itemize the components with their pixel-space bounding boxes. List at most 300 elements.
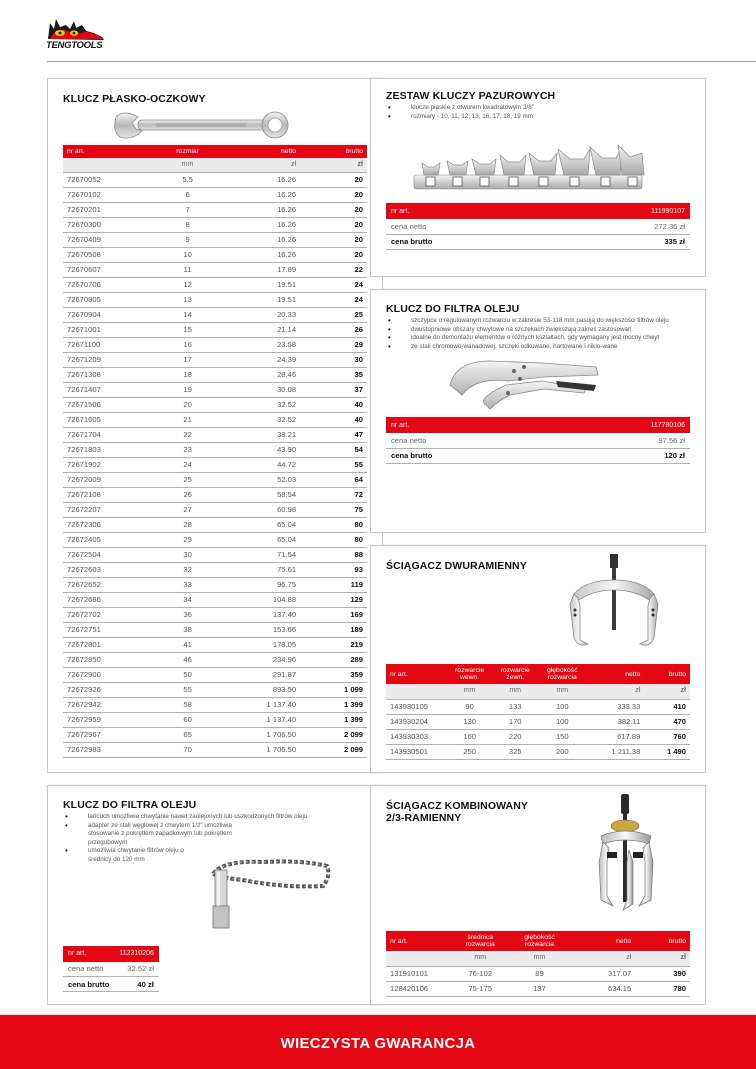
table-cell: 16.26 — [221, 218, 300, 233]
column-header: netto — [568, 931, 635, 951]
table-cell: 41 — [154, 638, 221, 653]
gross-price: 335 zł — [550, 234, 690, 249]
table-cell: 12 — [154, 278, 221, 293]
gross-price-cell: 24 — [300, 293, 367, 308]
table-row — [63, 203, 367, 218]
price-box — [386, 203, 690, 250]
product-title: KLUCZ PŁASKO-OCZKOWY — [63, 93, 206, 105]
price-box — [386, 417, 690, 464]
article-number-cell: 72670052 — [63, 173, 154, 188]
table-row — [386, 966, 690, 981]
table-row — [386, 981, 690, 996]
gross-price-cell: 54 — [300, 443, 367, 458]
table-row — [63, 233, 367, 248]
table-cell: 317.07 — [568, 966, 635, 981]
two-arm-puller-image — [566, 552, 662, 652]
feature-item: • klucze płaskie z otworem kwadratowym 3/8" — [386, 104, 690, 113]
article-number-cell: 72671001 — [63, 323, 154, 338]
article-number-cell: 72671308 — [63, 368, 154, 383]
table-row — [63, 668, 367, 683]
tengtools-logo — [46, 15, 106, 51]
table-cell: 30.08 — [221, 383, 300, 398]
gross-price-cell: 47 — [300, 428, 367, 443]
table-cell: 22 — [154, 428, 221, 443]
chain-oil-filter-wrench-image — [203, 848, 333, 932]
art-label: nr art. — [63, 946, 114, 962]
table-cell: 382.11 — [587, 714, 645, 729]
table-cell: 76-102 — [450, 966, 511, 981]
table-cell: 1 706.50 — [221, 743, 300, 758]
three-arm-puller-icon — [593, 792, 657, 916]
gross-price-cell: 129 — [300, 593, 367, 608]
article-number-cell: 72670706 — [63, 278, 154, 293]
table-cell: 1 137.40 — [221, 698, 300, 713]
unit-cell: zł — [300, 158, 367, 173]
crowfoot-wrenches-icon — [412, 143, 652, 195]
gross-price-cell: 64 — [300, 473, 367, 488]
table-cell: 55 — [154, 683, 221, 698]
two-arm-puller-icon — [566, 552, 662, 652]
gross-label: cena brutto — [386, 234, 550, 249]
table-cell: 291.87 — [221, 668, 300, 683]
article-number-cell: 72670102 — [63, 188, 154, 203]
article-number-cell: 72672603 — [63, 563, 154, 578]
article-number-cell: 72671803 — [63, 443, 154, 458]
column-header: brutto — [300, 145, 367, 158]
article-number-row — [386, 203, 690, 219]
gross-price-cell: 75 — [300, 503, 367, 518]
table-row — [63, 488, 367, 503]
article-number-cell: 72670201 — [63, 203, 154, 218]
table-cell: 25 — [154, 473, 221, 488]
header-divider — [47, 61, 756, 62]
table-row — [63, 683, 367, 698]
table-row — [63, 563, 367, 578]
table-cell: 9 — [154, 233, 221, 248]
table-cell: 19 — [154, 383, 221, 398]
product-title-line-2: 2/3-RAMIENNY — [386, 812, 462, 824]
feature-item: • ze stali chromowo-wanadowej, szczęki odkuwane, hartowane i niklo-wane — [386, 343, 690, 352]
table-cell: 178.05 — [221, 638, 300, 653]
feature-item: • szczypce o regulowanym rozwarciu w zakresie 53-118 mm pasują do większości filtrów oleju — [386, 317, 690, 326]
article-number-cell: 143930105 — [386, 699, 447, 714]
table-cell: 75.61 — [221, 563, 300, 578]
table-row — [63, 383, 367, 398]
table-row — [63, 248, 367, 263]
gross-price-cell: 119 — [300, 578, 367, 593]
table-cell: 11 — [154, 263, 221, 278]
article-number-cell: 72671704 — [63, 428, 154, 443]
table-cell: 32.52 — [221, 398, 300, 413]
article-number-cell: 128420106 — [386, 981, 450, 996]
table-row — [63, 593, 367, 608]
table-cell: 18 — [154, 368, 221, 383]
article-number-cell: 72671902 — [63, 458, 154, 473]
table-row — [63, 608, 367, 623]
table-cell: 34 — [154, 593, 221, 608]
art-number: 111990107 — [550, 203, 690, 219]
gross-price-cell: 80 — [300, 518, 367, 533]
table-row — [63, 398, 367, 413]
table-cell: 32.52 — [221, 413, 300, 428]
table-cell: 137.40 — [221, 608, 300, 623]
product-title: KLUCZ DO FILTRA OLEJU — [386, 303, 520, 315]
column-header: rozwarcie wewn. — [447, 664, 493, 684]
column-header: nr art. — [386, 931, 450, 951]
feature-item: • łańcuch umożliwia chwytanie nawet zaolejonych lub uszkodzonych filtrów oleju — [63, 813, 333, 822]
column-header: brutto — [644, 664, 690, 684]
unit-cell: mm — [492, 684, 538, 699]
units-row — [386, 951, 690, 966]
combination-puller-image — [593, 792, 657, 916]
table-row — [63, 458, 367, 473]
unit-cell: mm — [538, 684, 587, 699]
table-cell: 23 — [154, 443, 221, 458]
price-box — [63, 946, 159, 993]
feature-list — [386, 317, 690, 351]
table-cell: 16.26 — [221, 248, 300, 263]
article-number-cell: 72670904 — [63, 308, 154, 323]
table-cell: 200 — [538, 744, 587, 759]
column-header: nr art. — [63, 145, 154, 158]
table-row — [63, 578, 367, 593]
table-cell: 32 — [154, 563, 221, 578]
gross-price-cell: 30 — [300, 353, 367, 368]
table-cell: 333.33 — [587, 699, 645, 714]
table-cell: 8 — [154, 218, 221, 233]
product-table — [386, 931, 690, 997]
table-cell: 58.54 — [221, 488, 300, 503]
table-cell: 893.50 — [221, 683, 300, 698]
table-row — [63, 638, 367, 653]
table-cell: 58 — [154, 698, 221, 713]
article-number-cell: 72672942 — [63, 698, 154, 713]
gross-price-cell: 1 490 — [644, 744, 690, 759]
net-price: 32.52 zł — [114, 962, 159, 977]
product-table — [63, 145, 367, 758]
product-title: KLUCZ DO FILTRA OLEJU — [63, 799, 197, 811]
gross-price-cell: 80 — [300, 533, 367, 548]
table-header-row — [386, 931, 690, 951]
column-header: rozmiar — [154, 145, 221, 158]
article-number-cell: 143930501 — [386, 744, 447, 759]
product-panel-klucz-do-filtra-oleju-lancuch — [47, 785, 383, 1005]
table-cell: 16.26 — [221, 203, 300, 218]
pliers-icon — [446, 355, 606, 411]
net-price-row — [386, 219, 690, 234]
article-number-cell: 72672850 — [63, 653, 154, 668]
unit-cell: mm — [447, 684, 493, 699]
table-cell: 13 — [154, 293, 221, 308]
table-row — [63, 503, 367, 518]
gross-price-cell: 1 399 — [300, 698, 367, 713]
gross-price-cell: 289 — [300, 653, 367, 668]
gross-label: cena brutto — [386, 448, 549, 463]
table-cell: 15 — [154, 323, 221, 338]
table-cell: 36 — [154, 608, 221, 623]
article-number-cell: 72671100 — [63, 338, 154, 353]
unit-cell: zł — [587, 684, 645, 699]
gross-price-cell: 22 — [300, 263, 367, 278]
table-cell: 133 — [492, 699, 538, 714]
gross-price-cell: 20 — [300, 173, 367, 188]
column-header: brutto — [635, 931, 690, 951]
table-cell: 75-175 — [450, 981, 511, 996]
table-row — [63, 293, 367, 308]
feature-item: • idealne do demontażu elementów o różnych kształtach, gdy wymagany jest mocny chwyt — [386, 334, 690, 343]
table-cell: 153.66 — [221, 623, 300, 638]
net-price: 272.36 zł — [550, 219, 690, 234]
table-cell: 90 — [447, 699, 493, 714]
table-cell: 46 — [154, 653, 221, 668]
feature-item: • rozmiary - 10, 11, 12, 13, 16, 17, 18, 19 mm — [386, 113, 690, 122]
table-cell: 27 — [154, 503, 221, 518]
logo-text: TENGTOOLS — [46, 40, 103, 51]
table-row — [63, 428, 367, 443]
unit-cell: zł — [568, 951, 635, 966]
product-panel-klucz-plasko-oczkowy — [47, 78, 383, 773]
gross-price-cell: 359 — [300, 668, 367, 683]
table-cell: 17 — [154, 353, 221, 368]
column-header: netto — [587, 664, 645, 684]
gross-price-cell: 20 — [300, 233, 367, 248]
feature-list — [386, 104, 690, 121]
net-price: 97.56 zł — [549, 433, 690, 448]
table-row — [63, 728, 367, 743]
table-cell: 170 — [492, 714, 538, 729]
unit-cell: mm — [154, 158, 221, 173]
table-cell: 23.58 — [221, 338, 300, 353]
product-title: ZESTAW KLUCZY PAZUROWYCH — [386, 90, 556, 102]
unit-cell: mm — [511, 951, 569, 966]
article-number-cell: 143930303 — [386, 729, 447, 744]
gross-price-cell: 24 — [300, 278, 367, 293]
table-cell: 28 — [154, 518, 221, 533]
table-cell: 50 — [154, 668, 221, 683]
table-row — [63, 743, 367, 758]
tengtools-logo-icon — [46, 15, 106, 41]
unit-cell: zł — [635, 951, 690, 966]
net-label: cena netto — [386, 433, 549, 448]
gross-price-cell: 20 — [300, 203, 367, 218]
unit-cell: mm — [450, 951, 511, 966]
gross-price-cell: 26 — [300, 323, 367, 338]
table-cell: 70 — [154, 743, 221, 758]
article-number-cell: 72670607 — [63, 263, 154, 278]
art-label: nr art. — [386, 417, 549, 433]
table-cell: 6 — [154, 188, 221, 203]
table-row — [63, 623, 367, 638]
product-panel-sciagacz-dwuramienny — [370, 545, 706, 773]
gross-price-cell: 72 — [300, 488, 367, 503]
table-cell: 16 — [154, 338, 221, 353]
table-cell: 16.26 — [221, 188, 300, 203]
article-number-cell: 72671407 — [63, 383, 154, 398]
gross-price-cell: 88 — [300, 548, 367, 563]
table-cell: 16.26 — [221, 233, 300, 248]
table-row — [63, 443, 367, 458]
table-row — [63, 518, 367, 533]
gross-price-cell: 55 — [300, 458, 367, 473]
gross-price-cell: 20 — [300, 188, 367, 203]
table-cell: 130 — [447, 714, 493, 729]
net-price-row — [386, 433, 690, 448]
art-number: 117780106 — [549, 417, 690, 433]
table-cell: 325 — [492, 744, 538, 759]
table-cell: 65.04 — [221, 533, 300, 548]
article-number-cell: 72670409 — [63, 233, 154, 248]
table-row — [63, 323, 367, 338]
oil-filter-pliers-image — [446, 355, 606, 411]
table-cell: 14 — [154, 308, 221, 323]
table-row — [63, 173, 367, 188]
table-cell: 250 — [447, 744, 493, 759]
table-cell: 33 — [154, 578, 221, 593]
gross-price-cell: 35 — [300, 368, 367, 383]
table-row — [63, 353, 367, 368]
article-number-cell: 72672702 — [63, 608, 154, 623]
table-row — [63, 413, 367, 428]
table-cell: 38.21 — [221, 428, 300, 443]
column-header: głębokość rozwarcia — [538, 664, 587, 684]
gross-label: cena brutto — [63, 977, 114, 992]
table-row — [63, 278, 367, 293]
units-row — [63, 158, 367, 173]
product-panel-zestaw-kluczy-pazurowych — [370, 78, 706, 277]
table-cell: 150 — [538, 729, 587, 744]
table-cell: 60 — [154, 713, 221, 728]
table-cell: 30 — [154, 548, 221, 563]
table-cell: 24.39 — [221, 353, 300, 368]
gross-price-row — [63, 977, 159, 992]
table-row — [63, 188, 367, 203]
feature-item: • adapter ze stali węglowej z chwytem 1/2" umożliwia stosowanie z pokrętłem zapadkowym lub pokrętłem przegubowym — [63, 822, 333, 848]
chain-wrench-icon — [203, 848, 333, 932]
table-cell: 7 — [154, 203, 221, 218]
art-label: nr art. — [386, 203, 550, 219]
table-cell: 44.72 — [221, 458, 300, 473]
table-row — [63, 473, 367, 488]
gross-price-cell: 780 — [635, 981, 690, 996]
table-row — [63, 308, 367, 323]
article-number-cell: 72671209 — [63, 353, 154, 368]
table-row — [386, 714, 690, 729]
table-row — [63, 368, 367, 383]
product-title: ŚCIĄGACZ DWURAMIENNY — [386, 560, 527, 572]
article-number-cell: 72671605 — [63, 413, 154, 428]
table-row — [63, 338, 367, 353]
table-cell: 71.54 — [221, 548, 300, 563]
article-number-cell: 72672009 — [63, 473, 154, 488]
table-cell: 26 — [154, 488, 221, 503]
table-cell: 19.51 — [221, 293, 300, 308]
article-number-cell: 72671506 — [63, 398, 154, 413]
table-cell: 65.04 — [221, 518, 300, 533]
column-header: netto — [221, 145, 300, 158]
table-row — [63, 653, 367, 668]
table-row — [63, 713, 367, 728]
table-cell: 16.26 — [221, 173, 300, 188]
article-number-cell: 72672652 — [63, 578, 154, 593]
crowfoot-wrench-set-image — [412, 143, 652, 195]
table-row — [386, 744, 690, 759]
gross-price-cell: 1 099 — [300, 683, 367, 698]
article-number-cell: 72670805 — [63, 293, 154, 308]
net-price-row — [63, 962, 159, 977]
unit-cell — [386, 684, 447, 699]
article-number-row — [386, 417, 690, 433]
table-header-row — [63, 145, 367, 158]
article-number-cell: 131910101 — [386, 966, 450, 981]
table-cell: 38 — [154, 623, 221, 638]
table-cell: 617.89 — [587, 729, 645, 744]
gross-price-cell: 410 — [644, 699, 690, 714]
article-number-cell: 72672504 — [63, 548, 154, 563]
gross-price-row — [386, 234, 690, 249]
table-cell: 220 — [492, 729, 538, 744]
table-row — [63, 533, 367, 548]
net-label: cena netto — [386, 219, 550, 234]
unit-cell: zł — [644, 684, 690, 699]
table-cell: 20.33 — [221, 308, 300, 323]
gross-price-row — [386, 448, 690, 463]
combination-wrench-image — [110, 111, 295, 143]
table-cell: 52.03 — [221, 473, 300, 488]
table-cell: 1 211.38 — [587, 744, 645, 759]
product-title-line-1: ŚCIĄGACZ KOMBINOWANY — [386, 800, 528, 812]
table-cell: 1 706.50 — [221, 728, 300, 743]
table-cell: 28.46 — [221, 368, 300, 383]
article-number-cell: 72672207 — [63, 503, 154, 518]
gross-price-cell: 2 099 — [300, 743, 367, 758]
table-row — [386, 729, 690, 744]
gross-price-cell: 760 — [644, 729, 690, 744]
gross-price-cell: 40 — [300, 398, 367, 413]
footer-banner — [0, 1015, 756, 1069]
unit-cell: zł — [221, 158, 300, 173]
article-number-row — [63, 946, 159, 962]
article-number-cell: 72672900 — [63, 668, 154, 683]
gross-price: 120 zł — [549, 448, 690, 463]
table-cell: 100 — [538, 699, 587, 714]
footer-text: WIECZYSTA GWARANCJA — [280, 1035, 476, 1052]
article-number-cell: 72672751 — [63, 623, 154, 638]
table-cell: 17.89 — [221, 263, 300, 278]
table-cell: 634.15 — [568, 981, 635, 996]
table-row — [386, 699, 690, 714]
table-cell: 96.75 — [221, 578, 300, 593]
column-header: średnica rozwarcia — [450, 931, 511, 951]
product-panel-klucz-do-filtra-oleju-szczypce — [370, 289, 706, 533]
article-number-cell: 72672959 — [63, 713, 154, 728]
product-table — [386, 664, 690, 760]
table-cell: 20 — [154, 398, 221, 413]
gross-price-cell: 169 — [300, 608, 367, 623]
product-panel-sciagacz-kombinowany — [370, 785, 706, 1005]
gross-price-cell: 25 — [300, 308, 367, 323]
gross-price-cell: 2 099 — [300, 728, 367, 743]
gross-price-cell: 40 — [300, 413, 367, 428]
art-number: 112310206 — [114, 946, 159, 962]
article-number-cell: 72670508 — [63, 248, 154, 263]
table-row — [63, 548, 367, 563]
unit-cell — [386, 951, 450, 966]
table-cell: 100 — [538, 714, 587, 729]
table-cell: 29 — [154, 533, 221, 548]
feature-item: • dwustopniowe obszary chwytowe na szczękach zwiększają zakres zastosowań — [386, 326, 690, 335]
gross-price-cell: 93 — [300, 563, 367, 578]
gross-price-cell: 189 — [300, 623, 367, 638]
